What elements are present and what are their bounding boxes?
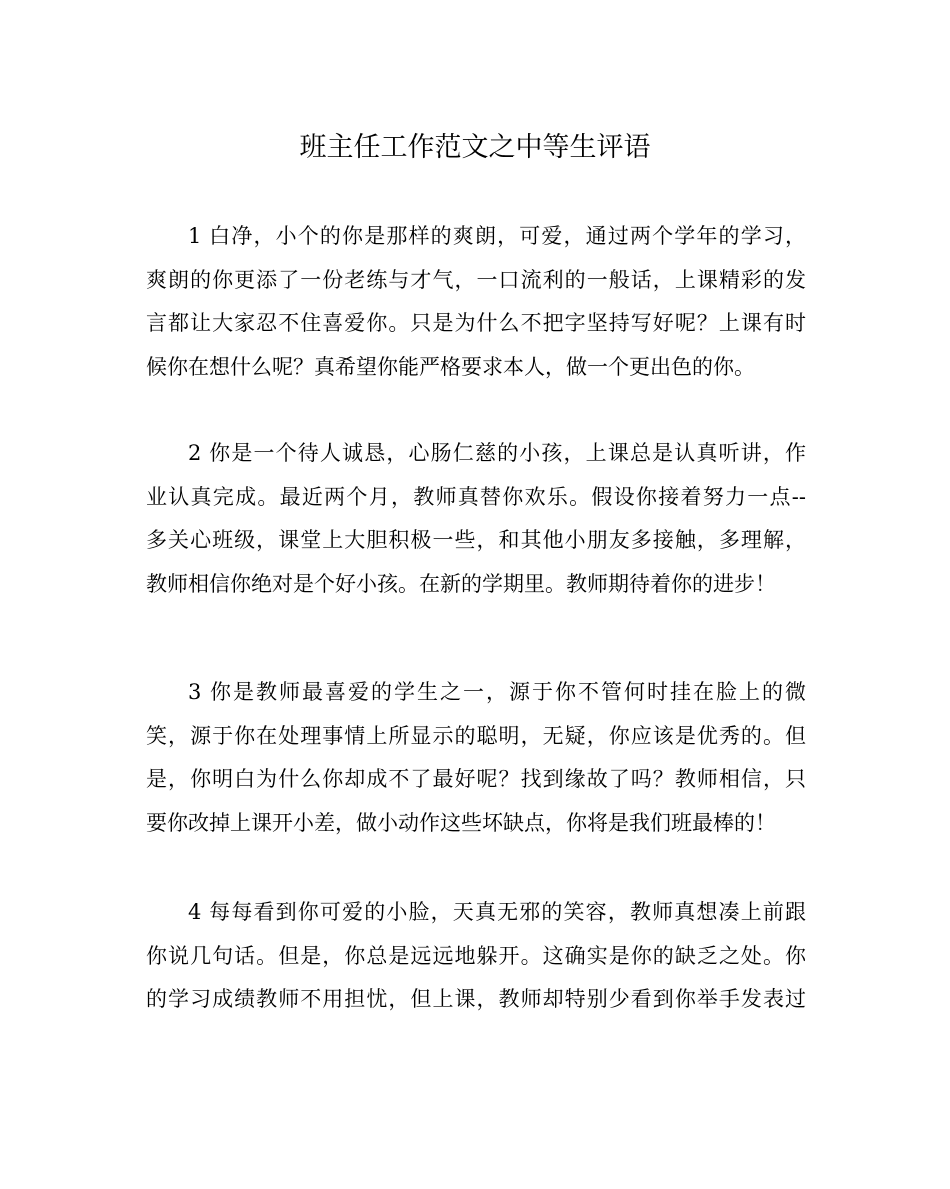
paragraph-line: 笑，源于你在处理事情上所显示的聪明，无疑，你应该是优秀的。但 xyxy=(146,723,806,748)
comment-paragraph-3 xyxy=(146,671,806,845)
paragraph-line: 爽朗的你更添了一份老练与才气，一口流利的一般话，上课精彩的发 xyxy=(146,267,806,292)
paragraph-line: 3 你是教师最喜爱的学生之一，源于你不管何时挂在脸上的微 xyxy=(188,680,806,704)
paragraph-line: 言都让大家忍不住喜爱你。只是为什么不把字坚持写好呢？上课有时 xyxy=(146,311,806,335)
paragraph-line: 是，你明白为什么你却成不了最好呢？找到缘故了吗？教师相信，只 xyxy=(146,767,806,791)
paragraph-line: 4 每每看到你可爱的小脸，天真无邪的笑容，教师真想凑上前跟 xyxy=(188,900,806,924)
paragraph-line: 2 你是一个待人诚恳，心肠仁慈的小孩，上课总是认真听讲，作 xyxy=(188,441,806,465)
paragraph-line: 1 白净，小个的你是那样的爽朗，可爱，通过两个学年的学习， xyxy=(188,224,806,248)
paragraph-line: 教师相信你绝对是个好小孩。在新的学期里。教师期待着你的进步！ xyxy=(146,571,776,596)
comment-paragraph-4 xyxy=(146,891,806,1022)
paragraph-line: 候你在想什么呢？真希望你能严格要求本人，做一个更出色的你。 xyxy=(146,354,755,379)
paragraph-line: 要你改掉上课开小差，做小动作这些坏缺点，你将是我们班最棒的！ xyxy=(146,810,776,835)
page-title: 班主任工作范文之中等生评语 xyxy=(299,132,651,163)
comment-paragraph-2 xyxy=(146,432,806,606)
comment-paragraph-1 xyxy=(146,215,806,389)
paragraph-line: 的学习成绩教师不用担忧，但上课，教师却特别少看到你举手发表过 xyxy=(146,987,806,1011)
paragraph-line: 你说几句话。但是，你总是远远地躲开。这确实是你的缺乏之处。你 xyxy=(146,943,806,968)
paragraph-line: 业认真完成。最近两个月，教师真替你欢乐。假设你接着努力一点-- xyxy=(146,484,806,509)
paragraph-line: 多关心班级，课堂上大胆积极一些，和其他小朋友多接触，多理解， xyxy=(146,528,806,552)
